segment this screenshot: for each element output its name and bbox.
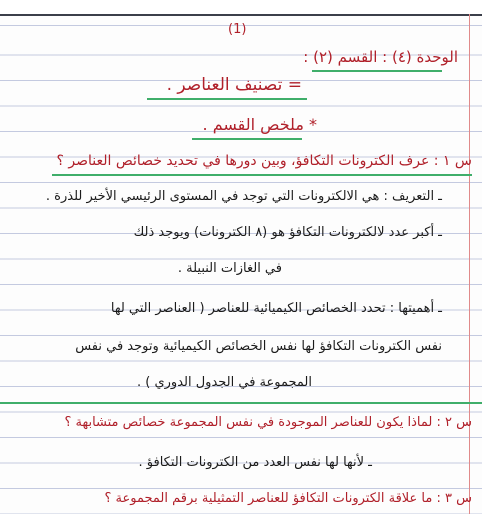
answer-1-importance: ـ أهميتها : تحدد الخصائص الكيميائية للعناصر ( العناصر التي لها [110, 301, 442, 316]
margin-line [469, 14, 470, 514]
summary-underline [192, 138, 302, 140]
question-1-underline [52, 174, 472, 176]
title-underline [147, 98, 307, 100]
section-title: = تصنيف العناصر . [166, 75, 302, 95]
summary-heading: * ملخص القسم . [202, 115, 317, 134]
answer-1-group: المجموعة في الجدول الدوري ) . [137, 375, 312, 390]
answer-1-max: ـ أكبر عدد لالكترونات التكافؤ هو (٨ الكترونات) ويوجد ذلك [133, 225, 442, 240]
answer-2: ـ لأنها لها نفس العدد من الكترونات التكافؤ . [138, 455, 372, 470]
question-3: س ٣ : ما علاقة الكترونات التكافؤ للعناصر التمثيلية برقم المجموعة ؟ [104, 491, 472, 506]
answer-1-noble: في الغازات النبيلة . [177, 261, 282, 276]
answer-1-definition: ـ التعريف : هي الالكترونات التي توجد في المستوى الرئيسي الأخير للذرة . [45, 189, 442, 204]
heading-underline [312, 70, 442, 72]
answer-1-same: نفس الكترونات التكافؤ لها نفس الخصائص الكيميائية وتوجد في نفس [75, 339, 442, 354]
page-top-edge [0, 0, 482, 16]
unit-heading: الوحدة (٤) : القسم (٢) : [303, 48, 458, 66]
page-number: (1) [228, 22, 247, 37]
question-2: س ٢ : لماذا يكون للعناصر الموجودة في نفس المجموعة خصائص متشابهة ؟ [64, 415, 472, 430]
question-1: س ١ : عرف الكترونات التكافؤ، وبين دورها في تحديد خصائص العناصر ؟ [56, 153, 472, 169]
section-divider [0, 402, 482, 404]
